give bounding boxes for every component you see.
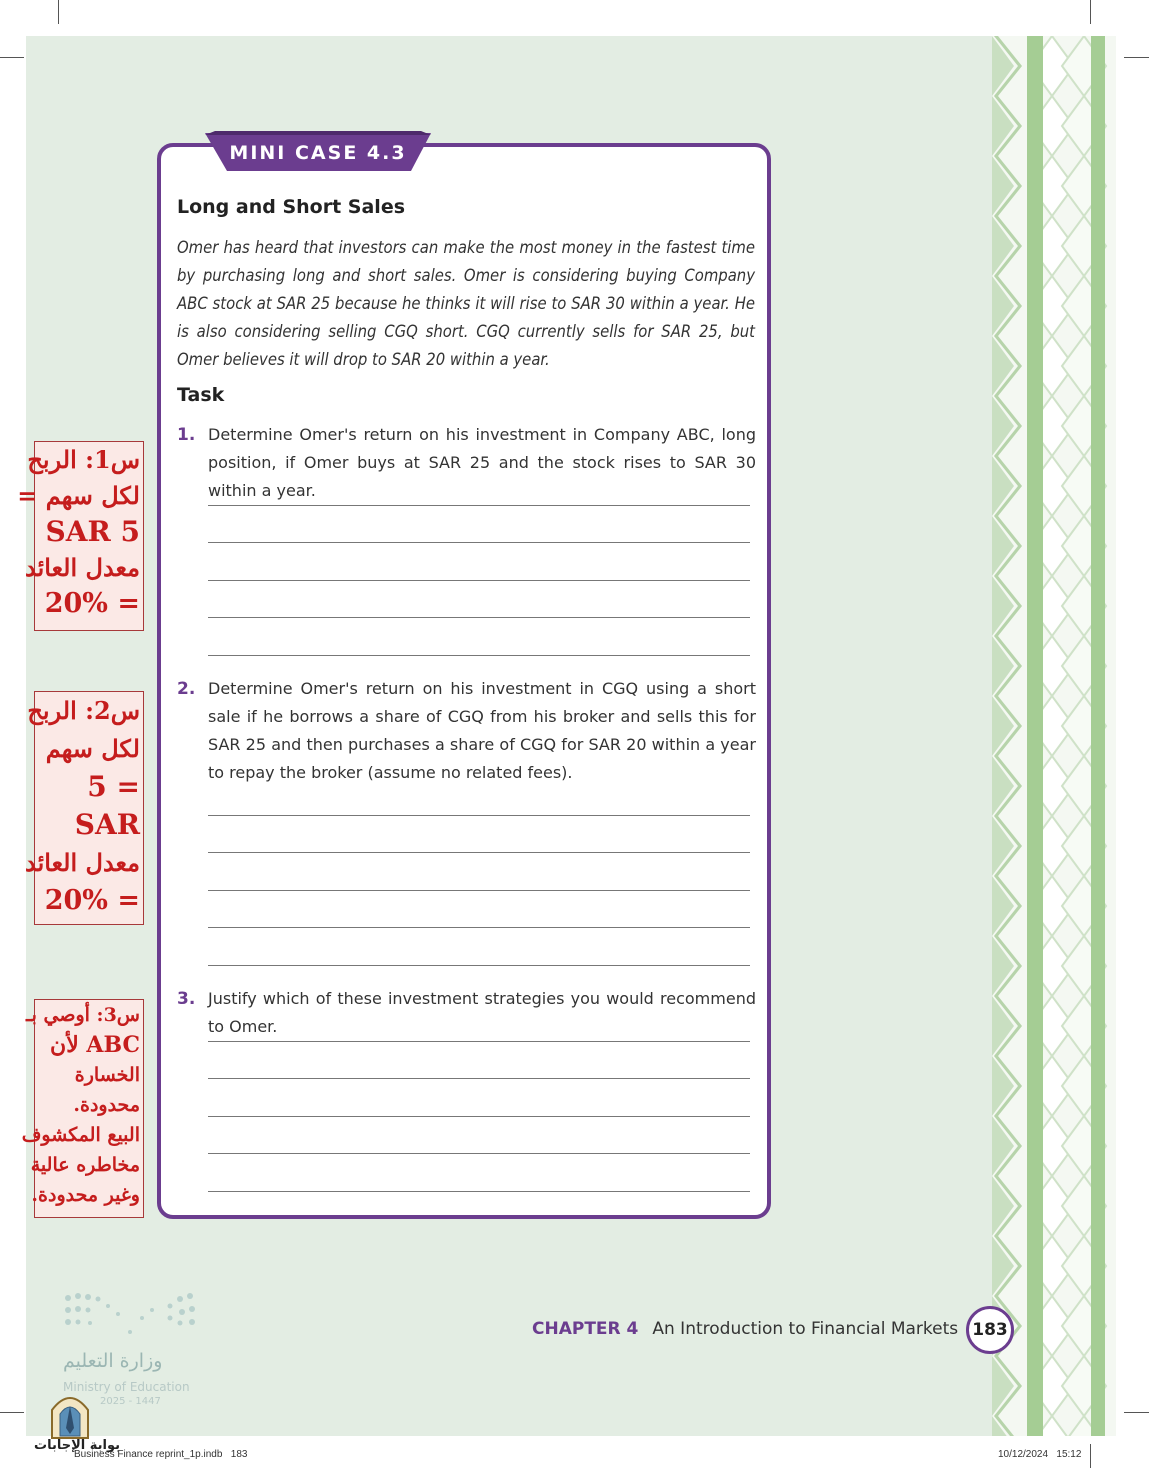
note-line: وغير محدودة. xyxy=(31,1184,140,1206)
note-line: لكل سهم = xyxy=(17,481,140,510)
case-body: Omer has heard that investors can make the most money in the fastest time by purchasing long and short sales. Omer is considering buying Company ABC stock at SAR 25 because he thinks it will rise to SAR 30 within a year. He is also considering selling CGQ short. CGQ currently sells for SAR 25, but Omer believes it will drop to SAR 20 within a year. xyxy=(177,238,755,369)
note-line: محدودة. xyxy=(73,1094,140,1116)
chapter-title: An Introduction to Financial Markets xyxy=(652,1319,959,1339)
note-line: س3: أوصي بـ xyxy=(26,1004,140,1026)
crop-mark xyxy=(0,57,24,58)
answer-line[interactable] xyxy=(208,890,750,891)
answer-line[interactable] xyxy=(208,617,750,618)
question-text: Determine Omer's return on his investment in CGQ using a short sale if he borrows a share of CGQ from his broker and sells this for SAR 25 and then purchases a share of CGQ for SAR 20 within a year to repay the broker (assume no related fees). xyxy=(208,679,756,782)
watermark: بوابة الإجابات xyxy=(34,1438,120,1453)
answer-note-1 xyxy=(17,441,144,631)
mini-case-tab xyxy=(205,131,431,173)
crop-mark xyxy=(1090,0,1091,24)
note-line: معدل العائد xyxy=(25,553,140,582)
task-heading: Task xyxy=(177,384,225,406)
question-text: Justify which of these investment strategies you would recommend to Omer. xyxy=(208,989,756,1036)
question-number: 1. xyxy=(177,425,196,445)
print-slug-file: Business Finance reprint_1p.indb 183 xyxy=(74,1449,248,1460)
case-title: Long and Short Sales xyxy=(177,196,406,218)
note-line: SAR xyxy=(74,808,140,841)
ministry-name-en: Ministry of Education xyxy=(63,1380,190,1394)
crop-mark xyxy=(1090,1444,1091,1468)
note-line: مخاطره عالية xyxy=(30,1154,140,1176)
question-number: 3. xyxy=(177,989,196,1009)
note-line: = 20% xyxy=(44,588,140,619)
answer-note-3 xyxy=(21,999,144,1218)
answer-line[interactable] xyxy=(208,580,750,581)
answer-line[interactable] xyxy=(208,927,750,928)
chapter-footer xyxy=(532,1319,958,1339)
diamond-pattern-icon xyxy=(992,36,1116,1436)
note-line: = 20% xyxy=(44,885,140,916)
note-line: ABC لأن xyxy=(50,1032,140,1058)
crop-mark xyxy=(1124,57,1149,58)
answer-line[interactable] xyxy=(208,815,750,816)
answer-line[interactable] xyxy=(208,505,750,506)
chapter-label: CHAPTER 4 xyxy=(532,1319,639,1339)
ministry-logo-icon xyxy=(60,1288,210,1348)
page-number: 183 xyxy=(966,1306,1014,1354)
answer-line[interactable] xyxy=(208,1191,750,1192)
answer-line[interactable] xyxy=(208,852,750,853)
answer-line[interactable] xyxy=(208,1153,750,1154)
crop-mark xyxy=(58,0,59,24)
note-line: SAR 5 xyxy=(45,515,140,548)
decorative-border xyxy=(992,36,1116,1436)
crop-mark xyxy=(1124,1412,1149,1413)
answer-note-2 xyxy=(25,691,144,925)
answer-line[interactable] xyxy=(208,1116,750,1117)
answer-line[interactable] xyxy=(208,655,750,656)
mini-case-label: MINI CASE 4.3 xyxy=(229,142,407,164)
print-slug-date: 10/12/2024 15:12 xyxy=(998,1449,1082,1460)
note-line: = 5 xyxy=(87,770,140,803)
note-line: لكل سهم xyxy=(45,734,140,763)
answer-line[interactable] xyxy=(208,1078,750,1079)
ministry-name-ar: وزارة التعليم xyxy=(63,1350,163,1372)
note-line: س2: الربح xyxy=(27,696,140,725)
note-line: البيع المكشوف xyxy=(21,1124,140,1146)
note-line: معدل العائد xyxy=(25,848,140,877)
note-line: س1: الربح xyxy=(27,445,140,474)
emblem-icon xyxy=(48,1388,92,1440)
note-line: الخسارة xyxy=(74,1064,140,1086)
answer-line[interactable] xyxy=(208,1041,750,1042)
question-number: 2. xyxy=(177,679,196,699)
answer-line[interactable] xyxy=(208,965,750,966)
ministry-year: 2025 - 1447 xyxy=(100,1396,161,1407)
answer-line[interactable] xyxy=(208,542,750,543)
crop-mark xyxy=(0,1412,24,1413)
question-text: Determine Omer's return on his investment in Company ABC, long position, if Omer buys at SAR 25 and the stock rises to SAR 30 within a year. xyxy=(208,425,756,500)
